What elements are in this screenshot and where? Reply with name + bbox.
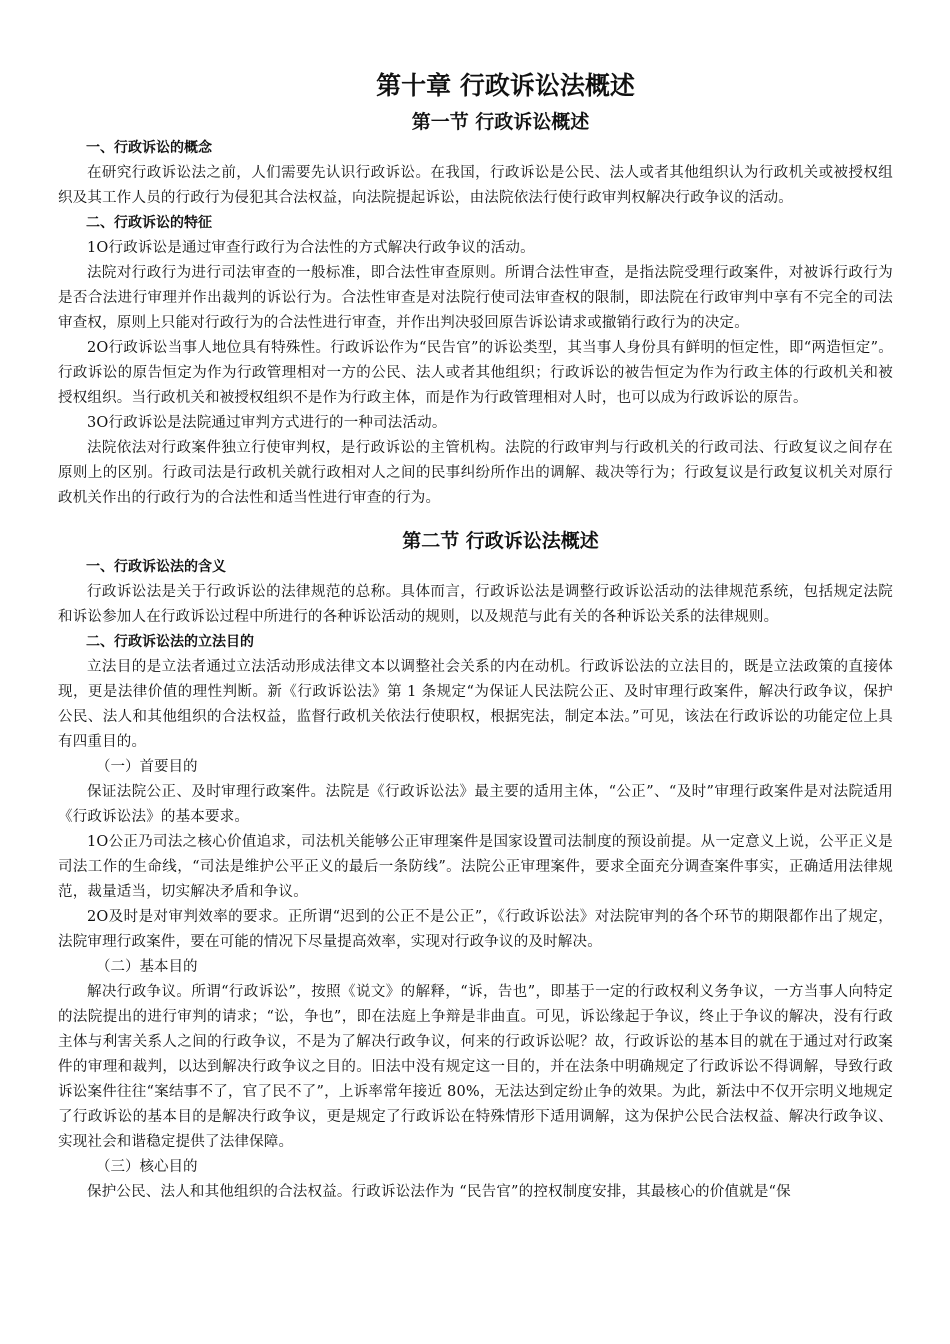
- section-1-title: 第一节 行政诉讼概述: [411, 111, 590, 133]
- section-1-heading-1: 一、行政诉讼的概念: [86, 140, 212, 156]
- section-1-heading-2: 二、行政诉讼的特征: [86, 215, 212, 231]
- section-2-heading-1: 一、行政诉讼法的含义: [86, 559, 226, 575]
- document-page: [58, 68, 893, 1205]
- section-2-title: 第二节 行政诉讼法概述: [402, 530, 599, 552]
- paragraph: 行政诉讼法是关于行政诉讼的法律规范的总称。具体而言，行政诉讼法是调整行政诉讼活动的法律规范系统，包括规定法院和诉讼参加人在行政诉讼过程中所进行的各种诉讼活动的规则，以及规范与此有关的各种诉讼关系的法律规则。: [58, 584, 893, 625]
- paragraph: 1O公正乃司法之核心价值追求，司法机关能够公正审理案件是国家设置司法制度的预设前提。从一定意义上说，公平正义是司法工作的生命线，“司法是维护公平正义的最后一条防线”。法院公正审理案件，要求全面充分调查案件事实，正确适用法律规范，裁量适当，切实解决矛盾和争议。: [58, 834, 893, 900]
- subheading-basic-purpose: （二）基本目的: [96, 959, 198, 975]
- paragraph: 解决行政争议。所谓“行政诉讼”，按照《说文》的解释，“诉，告也”，即基于一定的行政权利义务争议，一方当事人向特定的法院提出的进行审判的请求；“讼，争也”，即在法庭上争辩是非曲直。可见，诉讼缘起于争议，终止于争议的解决，没有行政主体与利害关系人之间的行政争议，不是为了解决行政争议，何来的行政诉讼呢？故，行政诉讼的基本目的就在于通过对行政案件的审理和裁判，以达到解决行政争议之目的。旧法中没有规定这一目的，并在法条中明确规定了行政诉讼不得调解，导致行政诉讼案件往往“案结事不了，官了民不了”，上诉率常年接近 80%，无法达到定纷止争的效果。为此，新法中不仅开宗明义地规定了行政诉讼的基本目的是解决行政争议，更是规定了行政诉讼在特殊情形下适用调解，这为保护公民合法权益、解决行政争议、实现社会和谐稳定提供了法律保障。: [58, 984, 893, 1150]
- subheading-primary-purpose: （一）首要目的: [96, 759, 198, 775]
- paragraph: 立法目的是立法者通过立法活动形成法律文本以调整社会关系的内在动机。行政诉讼法的立法目的，既是立法政策的直接体现，更是法律价值的理性判断。新《行政诉讼法》第 1 条规定“为保证人民法院公正、及时审理行政案件，解决行政争议，保护公民、法人和其他组织的合法权益，监督行政机关依法行使职权，根据宪法，制定本法。”可见，该法在行政诉讼的功能定位上具有四重目的。: [58, 659, 893, 750]
- paragraph: 2O及时是对审判效率的要求。正所谓“迟到的公正不是公正”，《行政诉讼法》对法院审判的各个环节的期限都作出了规定，法院审理行政案件，要在可能的情况下尽量提高效率，实现对行政争议的及时解决。: [58, 909, 893, 950]
- paragraph: 保护公民、法人和其他组织的合法权益。行政诉讼法作为 “民告官”的控权制度安排，其最核心的价值就是“保: [87, 1184, 791, 1200]
- paragraph: 2O行政诉讼当事人地位具有特殊性。行政诉讼作为“民告官”的诉讼类型，其当事人身份具有鲜明的恒定性，即“两造恒定”。行政诉讼的原告恒定为作为行政管理相对一方的公民、法人或者其他组织；行政诉讼的被告恒定为作为行政主体的行政机关和被授权组织。当行政机关和被授权组织不是作为行政主体，而是作为行政管理相对人时，也可以成为行政诉讼的原告。: [58, 340, 893, 406]
- paragraph: 1O行政诉讼是通过审查行政行为合法性的方式解决行政争议的活动。: [87, 240, 535, 256]
- subheading-core-purpose: （三）核心目的: [96, 1159, 198, 1175]
- paragraph: 法院依法对行政案件独立行使审判权，是行政诉讼的主管机构。法院的行政审判与行政机关的行政司法、行政复议之间存在原则上的区别。行政司法是行政机关就行政相对人之间的民事纠纷所作出的调解、裁决等行为；行政复议是行政复议机关对原行政机关作出的行政行为的合法性和适当性进行审查的行为。: [58, 440, 893, 506]
- paragraph: 保证法院公正、及时审理行政案件。法院是《行政诉讼法》最主要的适用主体，“公正”、“及时”审理行政案件是对法院适用《行政诉讼法》的基本要求。: [58, 784, 893, 825]
- paragraph: 3O行政诉讼是法院通过审判方式进行的一种司法活动。: [87, 415, 447, 431]
- paragraph: 在研究行政诉讼法之前，人们需要先认识行政诉讼。在我国，行政诉讼是公民、法人或者其他组织认为行政机关或被授权组织及其工作人员的行政行为侵犯其合法权益，向法院提起诉讼，由法院依法行使行政审判权解决行政争议的活动。: [58, 165, 893, 206]
- section-2-heading-2: 二、行政诉讼法的立法目的: [86, 634, 254, 650]
- paragraph: 法院对行政行为进行司法审查的一般标准，即合法性审查原则。所谓合法性审查，是指法院受理行政案件，对被诉行政行为是否合法进行审理并作出裁判的诉讼行为。合法性审查是对法院行使司法审查权的限制，即法院在行政审判中享有不完全的司法审查权，原则上只能对行政行为的合法性进行审查，并作出判决驳回原告诉讼请求或撤销行政行为的决定。: [58, 265, 893, 331]
- chapter-title: 第十章 行政诉讼法概述: [376, 71, 635, 100]
